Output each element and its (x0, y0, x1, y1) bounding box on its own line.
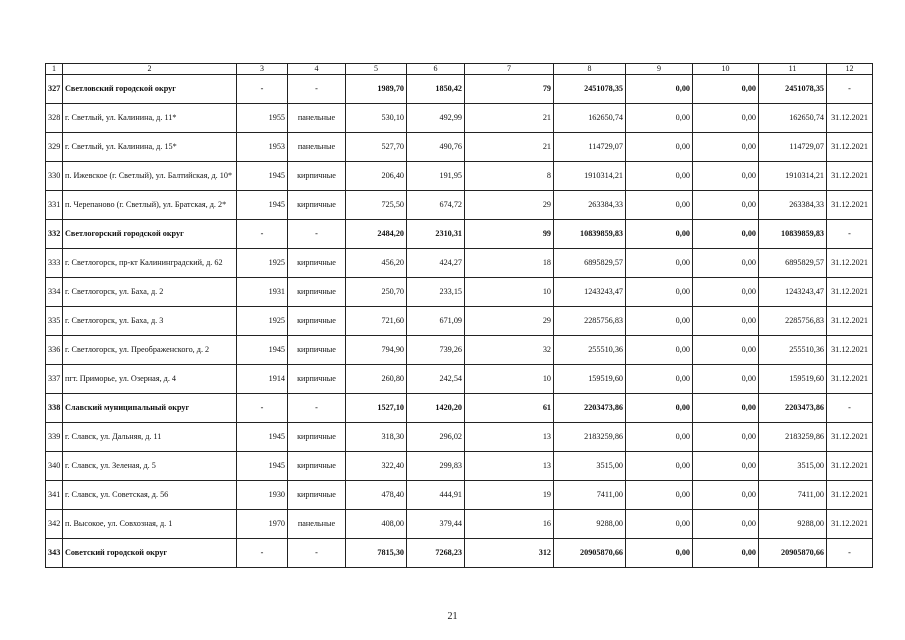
cell-build-year: 1953 (237, 133, 288, 162)
cell-build-year: - (237, 220, 288, 249)
cell-cost-regional: 0,00 (693, 220, 759, 249)
cell-area-living: 233,15 (407, 278, 465, 307)
cell-residents-count: 99 (465, 220, 554, 249)
cell-cost-regional: 0,00 (693, 336, 759, 365)
page-number: 21 (447, 611, 458, 622)
column-header-6: 6 (407, 64, 465, 75)
cell-residents-count: 13 (465, 423, 554, 452)
cell-cost-regional: 0,00 (693, 394, 759, 423)
cell-deadline: 31.12.2021 (827, 510, 873, 539)
cell-build-year: 1970 (237, 510, 288, 539)
cell-build-year: 1925 (237, 249, 288, 278)
cell-address: Светловский городской округ (63, 75, 237, 104)
cell-cost-local: 2451078,35 (759, 75, 827, 104)
cell-cost-total: 255510,36 (554, 336, 626, 365)
column-header-11: 11 (759, 64, 827, 75)
cell-row-number: 328 (46, 104, 63, 133)
cell-residents-count: 10 (465, 278, 554, 307)
cell-cost-federal: 0,00 (626, 365, 693, 394)
cell-cost-total: 7411,00 (554, 481, 626, 510)
data-table (45, 63, 873, 568)
cell-build-year: 1945 (237, 423, 288, 452)
cell-area-total: 721,60 (346, 307, 407, 336)
cell-area-total: 1989,70 (346, 75, 407, 104)
cell-wall-material: панельные (288, 104, 346, 133)
column-header-4: 4 (288, 64, 346, 75)
cell-area-total: 456,20 (346, 249, 407, 278)
cell-wall-material: кирпичные (288, 249, 346, 278)
cell-wall-material: кирпичные (288, 191, 346, 220)
cell-cost-federal: 0,00 (626, 104, 693, 133)
cell-wall-material: кирпичные (288, 162, 346, 191)
cell-cost-total: 2203473,86 (554, 394, 626, 423)
cell-area-living: 299,83 (407, 452, 465, 481)
column-number-header-row (46, 64, 873, 75)
cell-residents-count: 10 (465, 365, 554, 394)
cell-area-living: 1850,42 (407, 75, 465, 104)
cell-cost-regional: 0,00 (693, 539, 759, 568)
cell-area-total: 260,80 (346, 365, 407, 394)
cell-cost-local: 9288,00 (759, 510, 827, 539)
cell-deadline: 31.12.2021 (827, 423, 873, 452)
cell-deadline: 31.12.2021 (827, 336, 873, 365)
column-header-12: 12 (827, 64, 873, 75)
cell-cost-local: 7411,00 (759, 481, 827, 510)
cell-cost-federal: 0,00 (626, 423, 693, 452)
table-row (46, 336, 873, 365)
cell-cost-local: 159519,60 (759, 365, 827, 394)
cell-residents-count: 29 (465, 307, 554, 336)
cell-deadline: 31.12.2021 (827, 104, 873, 133)
cell-cost-local: 162650,74 (759, 104, 827, 133)
cell-build-year: - (237, 394, 288, 423)
cell-row-number: 342 (46, 510, 63, 539)
cell-area-living: 191,95 (407, 162, 465, 191)
table-row (46, 133, 873, 162)
cell-wall-material: кирпичные (288, 365, 346, 394)
cell-wall-material: - (288, 539, 346, 568)
cell-row-number: 336 (46, 336, 63, 365)
cell-area-total: 7815,30 (346, 539, 407, 568)
column-header-1: 1 (46, 64, 63, 75)
cell-cost-total: 162650,74 (554, 104, 626, 133)
cell-area-living: 671,09 (407, 307, 465, 336)
cell-cost-total: 3515,00 (554, 452, 626, 481)
cell-cost-local: 114729,07 (759, 133, 827, 162)
cell-area-total: 206,40 (346, 162, 407, 191)
table-row-total (46, 75, 873, 104)
cell-row-number: 340 (46, 452, 63, 481)
cell-wall-material: кирпичные (288, 423, 346, 452)
cell-row-number: 337 (46, 365, 63, 394)
cell-row-number: 333 (46, 249, 63, 278)
cell-cost-regional: 0,00 (693, 452, 759, 481)
column-header-8: 8 (554, 64, 626, 75)
cell-row-number: 338 (46, 394, 63, 423)
cell-cost-local: 6895829,57 (759, 249, 827, 278)
cell-cost-regional: 0,00 (693, 423, 759, 452)
cell-build-year: 1945 (237, 191, 288, 220)
cell-wall-material: - (288, 75, 346, 104)
cell-deadline: 31.12.2021 (827, 365, 873, 394)
cell-address: п. Высокое, ул. Совхозная, д. 1 (63, 510, 237, 539)
cell-address: п. Черепаново (г. Светлый), ул. Братская, д. 2* (63, 191, 237, 220)
cell-deadline: 31.12.2021 (827, 278, 873, 307)
cell-residents-count: 61 (465, 394, 554, 423)
cell-deadline: - (827, 220, 873, 249)
table-row (46, 162, 873, 191)
cell-row-number: 332 (46, 220, 63, 249)
column-header-7: 7 (465, 64, 554, 75)
cell-cost-total: 1910314,21 (554, 162, 626, 191)
cell-deadline: 31.12.2021 (827, 481, 873, 510)
cell-cost-regional: 0,00 (693, 104, 759, 133)
cell-cost-federal: 0,00 (626, 307, 693, 336)
cell-wall-material: - (288, 220, 346, 249)
cell-residents-count: 13 (465, 452, 554, 481)
cell-deadline: - (827, 75, 873, 104)
cell-address: пгт. Приморье, ул. Озерная, д. 4 (63, 365, 237, 394)
cell-address: г. Светлогорск, ул. Преображенского, д. 2 (63, 336, 237, 365)
cell-build-year: 1945 (237, 336, 288, 365)
table-row (46, 452, 873, 481)
cell-address: г. Светлогорск, ул. Баха, д. 3 (63, 307, 237, 336)
table-row (46, 365, 873, 394)
cell-cost-regional: 0,00 (693, 133, 759, 162)
cell-cost-local: 20905870,66 (759, 539, 827, 568)
cell-cost-federal: 0,00 (626, 452, 693, 481)
cell-area-living: 674,72 (407, 191, 465, 220)
cell-cost-federal: 0,00 (626, 191, 693, 220)
table-row (46, 191, 873, 220)
cell-cost-federal: 0,00 (626, 133, 693, 162)
cell-cost-total: 263384,33 (554, 191, 626, 220)
cell-row-number: 329 (46, 133, 63, 162)
table-body (46, 64, 873, 568)
cell-build-year: 1955 (237, 104, 288, 133)
cell-area-total: 408,00 (346, 510, 407, 539)
cell-residents-count: 16 (465, 510, 554, 539)
cell-area-living: 424,27 (407, 249, 465, 278)
cell-address: г. Светлогорск, пр-кт Калининградский, д. 62 (63, 249, 237, 278)
cell-wall-material: кирпичные (288, 278, 346, 307)
cell-cost-federal: 0,00 (626, 481, 693, 510)
cell-area-living: 444,91 (407, 481, 465, 510)
cell-wall-material: панельные (288, 133, 346, 162)
cell-area-living: 492,99 (407, 104, 465, 133)
cell-area-total: 318,30 (346, 423, 407, 452)
cell-deadline: 31.12.2021 (827, 133, 873, 162)
cell-area-living: 242,54 (407, 365, 465, 394)
table-row (46, 510, 873, 539)
cell-deadline: 31.12.2021 (827, 162, 873, 191)
cell-wall-material: панельные (288, 510, 346, 539)
cell-build-year: 1925 (237, 307, 288, 336)
cell-area-total: 478,40 (346, 481, 407, 510)
cell-cost-regional: 0,00 (693, 365, 759, 394)
cell-area-living: 1420,20 (407, 394, 465, 423)
cell-wall-material: кирпичные (288, 336, 346, 365)
cell-cost-local: 3515,00 (759, 452, 827, 481)
cell-cost-regional: 0,00 (693, 249, 759, 278)
cell-address: г. Славск, ул. Советская, д. 56 (63, 481, 237, 510)
cell-residents-count: 19 (465, 481, 554, 510)
cell-deadline: 31.12.2021 (827, 191, 873, 220)
cell-area-total: 322,40 (346, 452, 407, 481)
cell-address: г. Славск, ул. Зеленая, д. 5 (63, 452, 237, 481)
cell-address: Советский городской округ (63, 539, 237, 568)
cell-build-year: - (237, 539, 288, 568)
cell-area-living: 379,44 (407, 510, 465, 539)
column-header-9: 9 (626, 64, 693, 75)
cell-cost-local: 263384,33 (759, 191, 827, 220)
cell-area-total: 725,50 (346, 191, 407, 220)
cell-cost-total: 10839859,83 (554, 220, 626, 249)
cell-cost-federal: 0,00 (626, 336, 693, 365)
column-header-3: 3 (237, 64, 288, 75)
cell-deadline: 31.12.2021 (827, 249, 873, 278)
cell-area-total: 1527,10 (346, 394, 407, 423)
table-row-total (46, 539, 873, 568)
cell-build-year: - (237, 75, 288, 104)
cell-area-living: 7268,23 (407, 539, 465, 568)
cell-cost-total: 1243243,47 (554, 278, 626, 307)
cell-deadline: - (827, 539, 873, 568)
cell-residents-count: 21 (465, 104, 554, 133)
cell-cost-federal: 0,00 (626, 539, 693, 568)
cell-row-number: 335 (46, 307, 63, 336)
cell-deadline: 31.12.2021 (827, 452, 873, 481)
cell-address: п. Ижевское (г. Светлый), ул. Балтийская, д. 10* (63, 162, 237, 191)
cell-wall-material: - (288, 394, 346, 423)
cell-cost-total: 159519,60 (554, 365, 626, 394)
cell-build-year: 1930 (237, 481, 288, 510)
cell-residents-count: 32 (465, 336, 554, 365)
cell-cost-regional: 0,00 (693, 191, 759, 220)
table-row (46, 481, 873, 510)
cell-address: г. Светлогорск, ул. Баха, д. 2 (63, 278, 237, 307)
cell-cost-regional: 0,00 (693, 75, 759, 104)
cell-cost-regional: 0,00 (693, 278, 759, 307)
cell-cost-federal: 0,00 (626, 162, 693, 191)
table-row (46, 104, 873, 133)
cell-residents-count: 8 (465, 162, 554, 191)
cell-area-total: 794,90 (346, 336, 407, 365)
cell-area-living: 739,26 (407, 336, 465, 365)
cell-row-number: 341 (46, 481, 63, 510)
table-row (46, 278, 873, 307)
cell-deadline: - (827, 394, 873, 423)
cell-wall-material: кирпичные (288, 452, 346, 481)
cell-cost-total: 2285756,83 (554, 307, 626, 336)
cell-cost-total: 2451078,35 (554, 75, 626, 104)
cell-cost-regional: 0,00 (693, 307, 759, 336)
column-header-2: 2 (63, 64, 237, 75)
cell-cost-total: 2183259,86 (554, 423, 626, 452)
cell-wall-material: кирпичные (288, 481, 346, 510)
cell-row-number: 331 (46, 191, 63, 220)
cell-address: г. Славск, ул. Дальняя, д. 11 (63, 423, 237, 452)
cell-cost-federal: 0,00 (626, 249, 693, 278)
cell-area-total: 527,70 (346, 133, 407, 162)
cell-residents-count: 79 (465, 75, 554, 104)
table-row-total (46, 394, 873, 423)
table-row (46, 307, 873, 336)
cell-cost-total: 9288,00 (554, 510, 626, 539)
cell-address: Славский муниципальный округ (63, 394, 237, 423)
cell-cost-local: 2203473,86 (759, 394, 827, 423)
column-header-5: 5 (346, 64, 407, 75)
cell-row-number: 327 (46, 75, 63, 104)
cell-row-number: 339 (46, 423, 63, 452)
cell-address: г. Светлый, ул. Калинина, д. 11* (63, 104, 237, 133)
cell-area-total: 530,10 (346, 104, 407, 133)
cell-address: г. Светлый, ул. Калинина, д. 15* (63, 133, 237, 162)
cell-area-living: 296,02 (407, 423, 465, 452)
cell-cost-federal: 0,00 (626, 278, 693, 307)
cell-cost-local: 2183259,86 (759, 423, 827, 452)
cell-cost-local: 1243243,47 (759, 278, 827, 307)
cell-area-living: 490,76 (407, 133, 465, 162)
cell-cost-regional: 0,00 (693, 481, 759, 510)
cell-residents-count: 29 (465, 191, 554, 220)
cell-cost-local: 1910314,21 (759, 162, 827, 191)
cell-build-year: 1945 (237, 452, 288, 481)
cell-cost-local: 10839859,83 (759, 220, 827, 249)
cell-area-total: 250,70 (346, 278, 407, 307)
cell-residents-count: 18 (465, 249, 554, 278)
cell-cost-federal: 0,00 (626, 75, 693, 104)
cell-cost-local: 2285756,83 (759, 307, 827, 336)
cell-row-number: 334 (46, 278, 63, 307)
cell-build-year: 1931 (237, 278, 288, 307)
cell-cost-regional: 0,00 (693, 162, 759, 191)
cell-cost-local: 255510,36 (759, 336, 827, 365)
cell-deadline: 31.12.2021 (827, 307, 873, 336)
cell-row-number: 330 (46, 162, 63, 191)
cell-cost-total: 114729,07 (554, 133, 626, 162)
cell-build-year: 1945 (237, 162, 288, 191)
table-row-total (46, 220, 873, 249)
cell-row-number: 343 (46, 539, 63, 568)
cell-residents-count: 21 (465, 133, 554, 162)
cell-residents-count: 312 (465, 539, 554, 568)
column-header-10: 10 (693, 64, 759, 75)
cell-cost-total: 20905870,66 (554, 539, 626, 568)
cell-address: Светлогорский городской округ (63, 220, 237, 249)
cell-cost-federal: 0,00 (626, 220, 693, 249)
cell-build-year: 1914 (237, 365, 288, 394)
cell-cost-regional: 0,00 (693, 510, 759, 539)
cell-cost-federal: 0,00 (626, 394, 693, 423)
cell-area-total: 2484,20 (346, 220, 407, 249)
table-row (46, 423, 873, 452)
cell-cost-federal: 0,00 (626, 510, 693, 539)
cell-wall-material: кирпичные (288, 307, 346, 336)
cell-area-living: 2310,31 (407, 220, 465, 249)
cell-cost-total: 6895829,57 (554, 249, 626, 278)
table-row (46, 249, 873, 278)
